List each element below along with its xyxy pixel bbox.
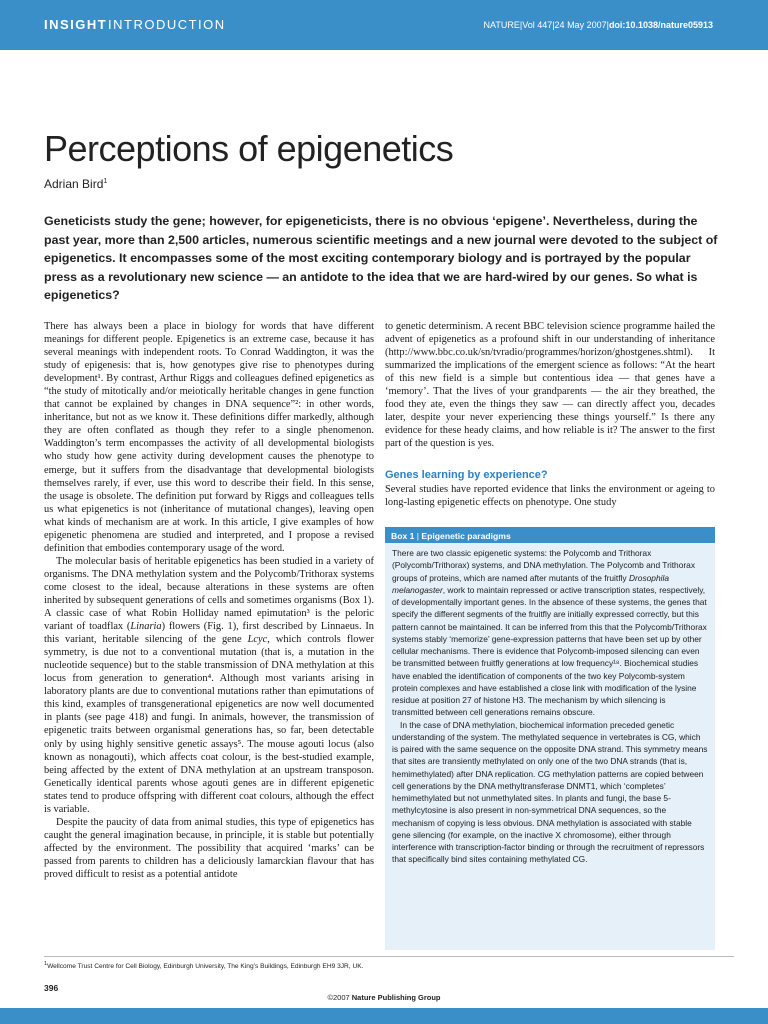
box-title-bar <box>385 528 715 543</box>
box-separator: | <box>414 531 422 541</box>
journal-reference <box>484 20 713 30</box>
body-paragraph-2 <box>44 555 374 816</box>
section-subheading: Genes learning by experience? <box>385 469 548 481</box>
footnote-text: Wellcome Trust Centre for Cell Biology, Edinburgh University, The King’s Buildings, Edinburgh EH9 3JR, UK. <box>47 963 364 971</box>
box-text: , work to maintain repressed or active transcription states, respectively, of developmentally important genes. In the absence of these systems, the genes that specify the different segments of the fruitfly are initially expressed correctly, but this pattern cannot be maintained. It can be inferred from this that the Polycomb/Trithorax systems stably ‘memorize’ gene-expression patterns that have been set up by other cellular mechanisms. There is evidence that Polycomb-imposed silencing can even be transmitted between fruitfly generations at low frequency¹⁸. Biochemical studies have enabled the identification of components of the two key Polycomb-system protein complexes and have established a close link with modification of the lysine residue at position 27 of histone H3. The mechanism by which silencing is transmitted between cell generations remains obscure. <box>392 584 707 718</box>
copyright-line <box>0 993 768 1002</box>
box-body <box>385 543 715 866</box>
footer-bar <box>0 1008 768 1024</box>
box-label: Box 1 <box>391 531 415 541</box>
author-line <box>44 177 107 191</box>
publisher-name: Nature Publishing Group <box>351 993 441 1002</box>
standfirst: Geneticists study the gene; however, for epigeneticists, there is no obvious ‘epigene’. Nevertheless, during the past year, more than 2,500 articles, numerous scientific meetings and a new journal were devoted to the subject of epigenetics. It encompasses some of the most exciting contemporary biology and is portrayed by the popular press as a revolutionary new science — an antidote to the idea that we are hard-wired by our genes. So what is epigenetics? <box>44 214 718 302</box>
article-title: Perceptions of epigenetics <box>44 128 454 169</box>
body-column-left <box>44 320 374 950</box>
gene-name: Lcyc <box>247 634 268 646</box>
section-label: INSIGHT <box>44 17 108 32</box>
copyright-year: ©2007 <box>327 993 350 1002</box>
species-name: Linaria <box>130 621 162 633</box>
author-name: Adrian Bird <box>44 177 104 191</box>
affiliation-footnote <box>44 961 363 970</box>
journal-citation: NATURE|Vol 447|24 May 2007| <box>483 20 609 30</box>
body-text: ) flowers (Fig. 1), first described by Linnaeus. In this variant, heritable silencing of the gene <box>44 621 374 646</box>
body-column-right <box>385 320 715 450</box>
section-header-bar <box>0 0 768 50</box>
body-paragraph-1: There has always been a place in biology for words that have different meanings for different people. Epigenetics is an extreme case, because it has several meanings with independent roots. To Conrad Waddington, it was the study of epigenesis: that is, how genotypes give rise to phenotypes during development¹. By contrast, Arthur Riggs and colleagues defined epigenetics as “the study of mitotically and/or meiotically heritable changes in gene function that cannot be explained by changes in DNA sequence”²: in other words, inheritance, but not as we know it. These definitions differ markedly, although they are often conflated as though they refer to a single phenomenon. Waddington’s term encompasses the activity of all developmental biologists who study how gene activity during development causes the phenotype to emerge, but it suffers from the disadvantage that developmental biologists themselves rarely, if ever, use this word to describe their field. In this sense, the usage is obsolete. The definition put forward by Riggs and colleagues tells us what epigenetics is not (inheritance of mutational changes), leaving open what kinds of mechanism are at work. In this article, I give examples of how epigenetic phenomena are studied and interpreted, and I propose a revised definition that embodies contemporary usage of the word. <box>44 321 374 554</box>
body-paragraph-5: Several studies have reported evidence that links the environment or ageing to long-lasting epigenetic effects on phenotype. One study <box>385 484 715 509</box>
body-paragraph-3: Despite the paucity of data from animal studies, this type of epigenetics has caught the general imagination because, in principle, it is stable but potentially affected by the environment. The possibility that acquired ‘marks’ can be passed from parents to children has a deliciously lamarckian flavour that has proved difficult to resist as a potential antidote <box>44 816 374 880</box>
box-epigenetic-paradigms <box>385 527 715 950</box>
box-text: There are two classic epigenetic systems: the Polycomb and Trithorax (Polycomb/Trithorax) systems, and DNA methylation. The Polycomb and Trithorax groups of proteins, which are named after mutants of the fruitfly <box>392 548 696 583</box>
doi: doi:10.1038/nature05913 <box>608 20 713 30</box>
footnote-mark: 1 <box>44 961 48 967</box>
species-name: Drosophila melanogaster <box>392 572 669 595</box>
box-paragraph-2: In the case of DNA methylation, biochemical information preceded genetic understanding of the system. The methylated sequence in vertebrates is CG, which is paired with the same sequence on the opposite DNA strand. This symmetry means that sites are transiently methylated on only one of the two DNA strands (that is, hemimethylated) after DNA replication. CG methylation patterns are copied between cell generations by the DNA methyltransferase DNMT1, which ‘completes’ hemimethylated but not unmethylated sites. In plants and fungi, the base 5-methylcytosine is also present in non-symmetrical DNA sequences, so the mechanism of copying is less obvious. DNA methylation is associated with stable gene silencing (for example, on the inactive X chromosome), either through interference with transcription-factor binding or through the recruitment of repressors that specifically bind sites containing methylated CG. <box>392 719 708 865</box>
footnote-divider <box>44 956 734 957</box>
page-number: 396 <box>44 983 59 993</box>
body-paragraph-4: to genetic determinism. A recent BBC television science programme hailed the advent of epigenetics as a profound shift in our understanding of inheritance (http://www.bbc.co.uk/sn/tvradio/programmes/horizon/ghostgenes.shtml). It summarized the implications of the emergent science as follows: “At the heart of this new field is a simple but contentious idea — that genes have a ‘memory’. That the lives of your grandparents — the air they breathed, the food they ate, even the things they saw — can directly affect you, decades later, despite your never experiencing these things yourself.” Is there any evidence for these heady claims, and how reliable is it? The answer to the first part of the question is yes. <box>385 321 715 450</box>
author-affiliation-mark: 1 <box>103 178 108 185</box>
box-paragraph-1 <box>392 547 708 719</box>
subsection-label: INTRODUCTION <box>108 17 226 32</box>
body-text: , which controls flower symmetry, is due not to a conventional mutation (that is, a mutation in the nucleotide sequence) but to the stable transmission of DNA methylation at this locus from generation to generation⁴. Although most variants arising in laboratory plants are due to conventional mutations rather than epimutations of this kind, examples of transgenerational epigenetics are now well documented in plants (see page 418) and fungi. In animals, however, the transmission of epigenetic traits between organismal generations has, so far, been detectable only by using highly sensitive genetic assays⁵. The mouse agouti locus (also known as nonagouti), which affects coat colour, is the best-studied example, being affected by the extent of DNA methylation at an upstream transposon. Genetically identical parents whose agouti genes are in different epigenetic states tend to produce offspring with different coat colours, although the effect is variable. <box>44 634 374 815</box>
body-text: The molecular basis of heritable epigenetics has been studied in a variety of organisms. The DNA methylation system and the Polycomb/Trithorax systems come closest to the ideal, because alterations in these systems are often inherited by subsequent generations of cells and sometimes organisms (Box 1). A classic case of what Robin Holliday named epimutation³ is the peloric variant of toadflax ( <box>44 555 374 633</box>
box-title: Epigenetic paradigms <box>421 531 511 541</box>
